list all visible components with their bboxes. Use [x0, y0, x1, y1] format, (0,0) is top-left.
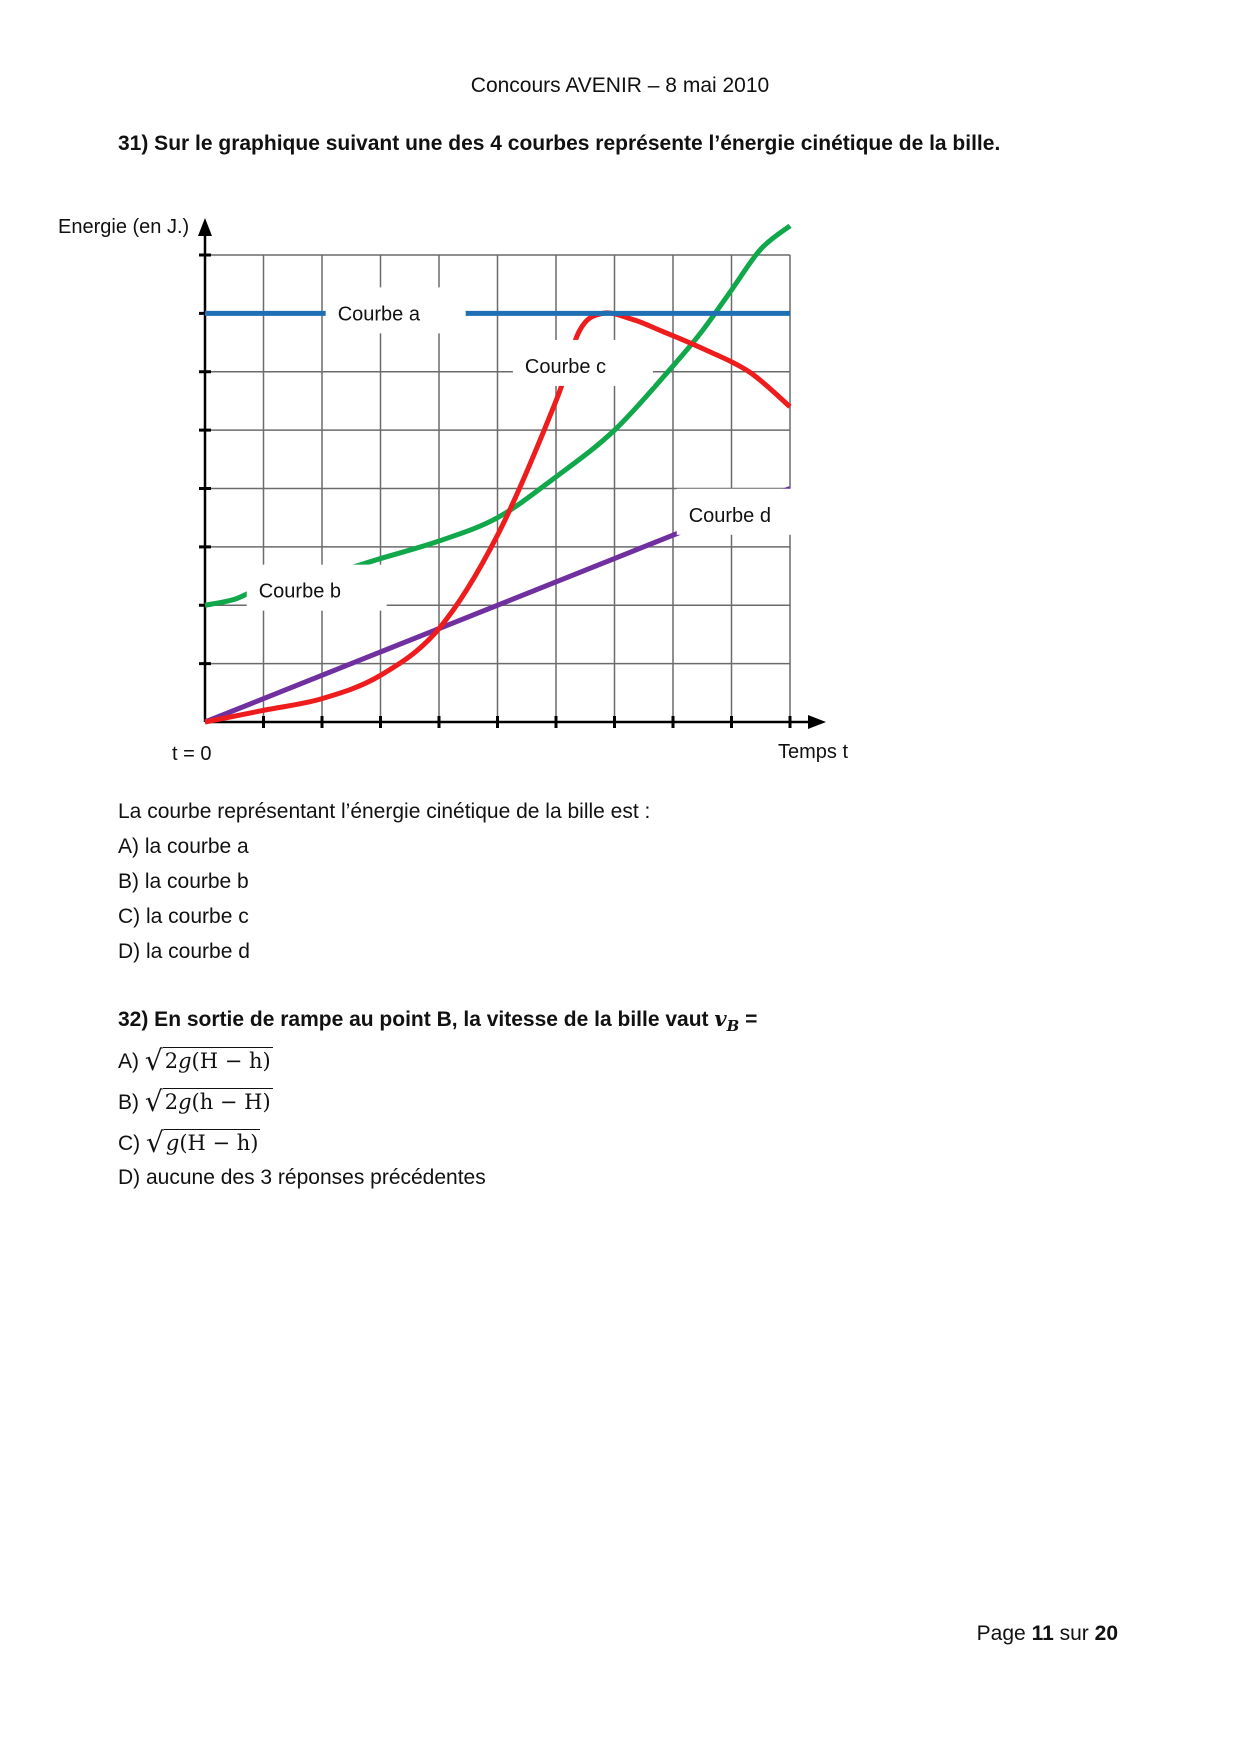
answer-31-a[interactable]: A) la courbe a: [118, 835, 249, 858]
answer-32-d[interactable]: D) aucune des 3 réponses précédentes: [118, 1166, 486, 1189]
question-32-title: [118, 1006, 757, 1035]
x-axis-arrow: [808, 715, 826, 729]
origin-label: t = 0: [172, 743, 212, 765]
curve-label-b: Courbe b: [258, 580, 342, 603]
question-31-prompt: La courbe représentant l’énergie cinétique de la bille est :: [118, 800, 651, 823]
formula-b: √2g(h − H): [144, 1085, 271, 1118]
velocity-symbol: $v_B$: [714, 1006, 740, 1036]
answer-31-d[interactable]: D) la courbe d: [118, 940, 250, 963]
equals-sign: =: [739, 1008, 758, 1031]
question-31-title: 31) Sur le graphique suivant une des 4 courbes représente l’énergie cinétique de la bille.: [118, 132, 1001, 155]
answer-31-b[interactable]: B) la courbe b: [118, 870, 249, 893]
y-axis-arrow: [198, 218, 212, 236]
page-header: Concours AVENIR – 8 mai 2010: [470, 74, 770, 97]
question-32-text: 32) En sortie de rampe au point B, la vitesse de la bille vaut: [118, 1008, 715, 1031]
answer-32-c[interactable]: C) √g(H − h): [118, 1126, 259, 1159]
formula-a: √2g(H − h): [144, 1044, 271, 1077]
curve-label-d: Courbe d: [688, 504, 771, 527]
formula-c: √g(H − h): [146, 1126, 259, 1159]
chart-labels: [58, 216, 848, 765]
x-axis-label: Temps t: [778, 741, 849, 763]
curve-label-c: Courbe c: [524, 355, 607, 378]
answer-32-b[interactable]: B) √2g(h − H): [118, 1085, 271, 1118]
y-axis-label: Energie (en J.): [58, 216, 190, 238]
answer-31-c[interactable]: C) la courbe c: [118, 905, 249, 928]
curve-label-a: Courbe a: [337, 303, 420, 326]
chart-grid: [205, 255, 790, 722]
page-footer: Page 11 sur 20: [976, 1622, 1118, 1645]
energy-chart: [40, 200, 860, 780]
answer-32-a[interactable]: A) √2g(H − h): [118, 1044, 271, 1077]
